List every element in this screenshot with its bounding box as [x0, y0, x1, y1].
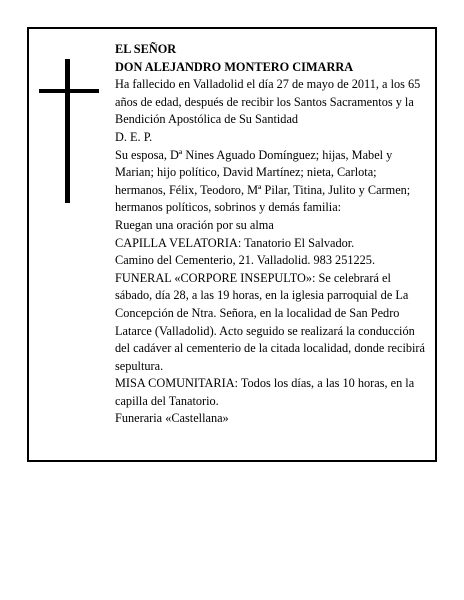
funeral-home: Funeraria «Castellana» [115, 411, 229, 426]
prayer-request: Ruegan una oración por su alma [115, 217, 274, 232]
obituary-frame [27, 27, 437, 462]
deceased-name: DON ALEJANDRO MONTERO CIMARRA [115, 59, 354, 74]
cross-vertical-bar [65, 59, 70, 203]
latin-cross-icon [39, 59, 99, 203]
funeral-details: FUNERAL «CORPORE INSEPULTO»: Se celebrará el sábado, día 28, a las 19 horas, en la iglesia parroquial de La Concepción de Ntra. Señora, en la localidad de San Pedro Latarce (Valladolid). Acto seguido se realizará la conducción del cadáver al cementerio de la citada localidad, donde recibirá sepultura. [115, 270, 425, 373]
wake-chapel: CAPILLA VELATORIA: Tanatorio El Salvador. [115, 235, 355, 250]
rip-line: D. E. P. [115, 129, 153, 144]
wake-address: Camino del Cementerio, 21. Valladolid. 983 251225. [115, 253, 376, 268]
community-mass: MISA COMUNITARIA: Todos los días, a las 10 horas, en la capilla del Tanatorio. [115, 376, 415, 408]
obituary-text [115, 41, 427, 428]
death-announcement: Ha fallecido en Valladolid el día 27 de mayo de 2011, a los 65 años de edad, después de recibir los Santos Sacramentos y la Bendición Apostólica de Su Santidad [115, 77, 421, 127]
family-list: Su esposa, Dª Nines Aguado Domínguez; hijas, Mabel y Marian; hijo político, David Martínez; nieta, Carlota; hermanos, Félix, Teodoro, Mª Pilar, Titina, Julito y Carmen; hermanos políticos, sobrinos y demás familia: [115, 147, 411, 215]
cross-horizontal-bar [39, 89, 99, 93]
deceased-honorific: EL SEÑOR [115, 42, 177, 56]
